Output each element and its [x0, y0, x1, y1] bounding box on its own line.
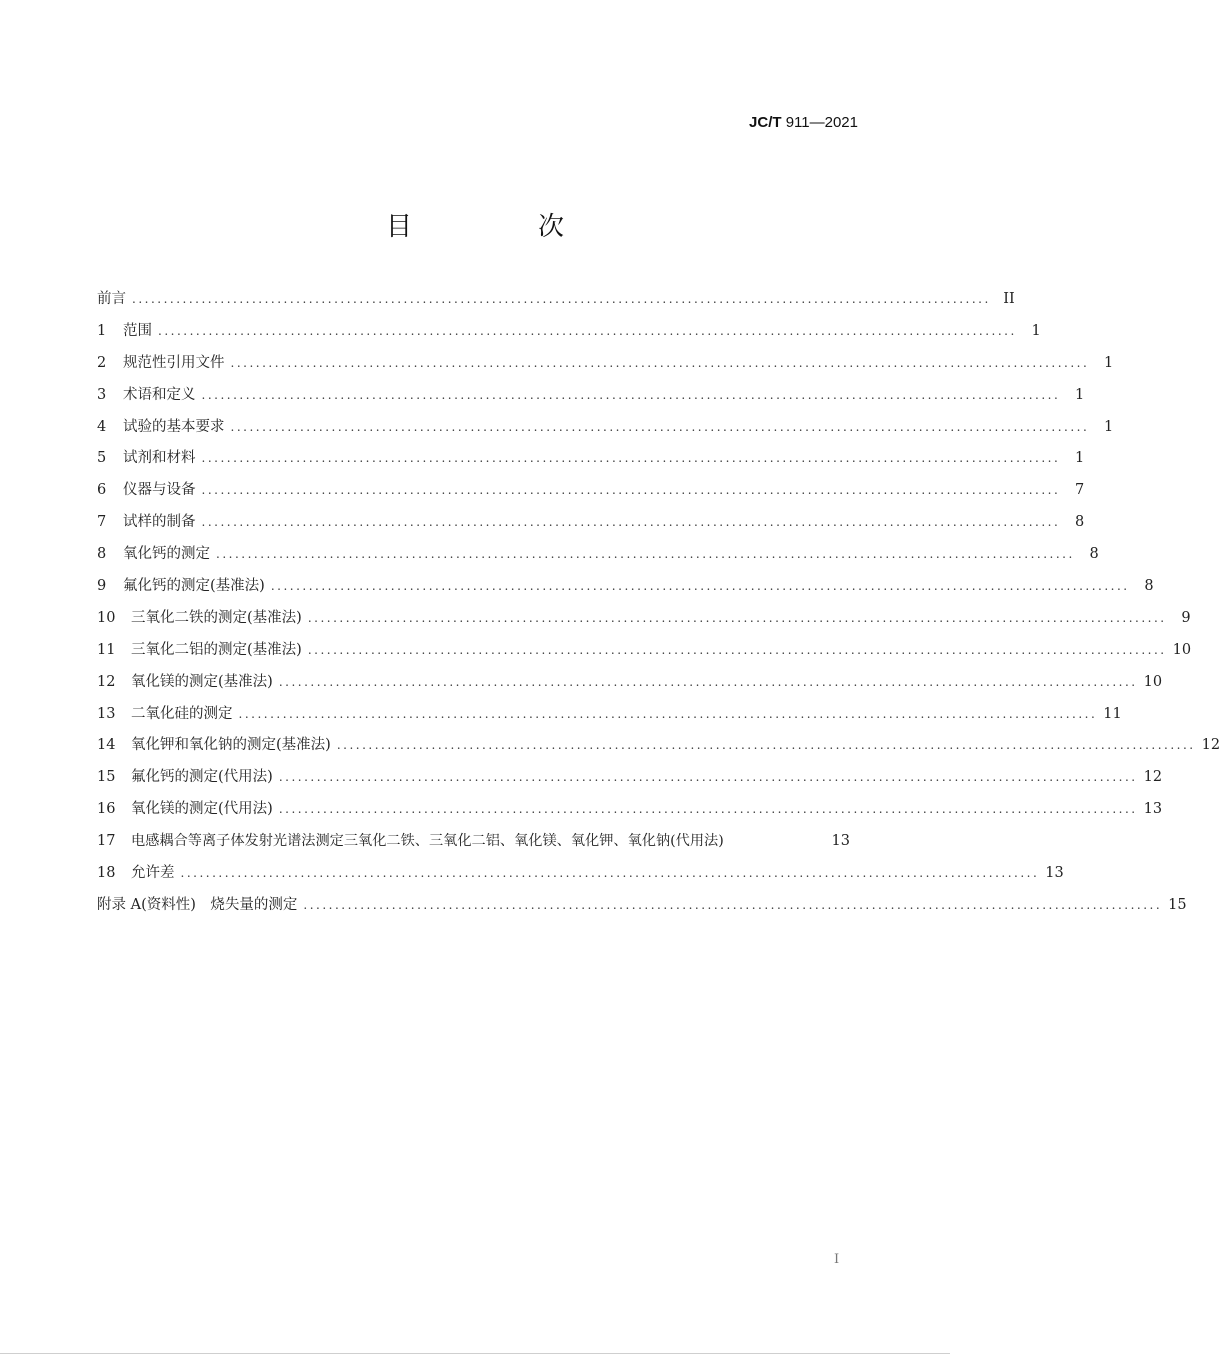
toc-entry[interactable]: [97, 667, 1163, 699]
toc-entry-label: 氟化钙的测定(基准法): [123, 578, 265, 595]
toc-entry-number: 9: [97, 578, 107, 595]
toc-leader: ........................................................................................................................................: [158, 323, 1017, 338]
toc-leader: ........................................................................................................................................: [336, 738, 1196, 753]
toc-leader: ........................................................................................................................................: [307, 642, 1167, 657]
toc-leader: ........................................................................................................................................: [270, 579, 1130, 594]
toc-entry-number: 14: [97, 737, 116, 754]
toc-leader: ........................................................................................................................................: [201, 451, 1061, 466]
toc-entry[interactable]: [97, 699, 1122, 731]
toc-entry-label: 试样的制备: [123, 514, 196, 531]
toc-entry-label: 前言: [97, 291, 126, 307]
toc-entry[interactable]: [97, 603, 1191, 635]
toc-entry[interactable]: [97, 571, 1154, 603]
toc-entry-page: 8: [1075, 514, 1085, 531]
toc-entry-number: 17: [97, 833, 116, 850]
toc-leader: ........................................................................................................................................: [230, 355, 1090, 370]
toc-entry-number: 7: [97, 514, 107, 531]
toc-entry-number: 6: [97, 482, 107, 499]
toc-entry-page: 1: [1104, 418, 1114, 435]
toc-entry[interactable]: [97, 762, 1163, 794]
toc-entry[interactable]: [97, 412, 1114, 444]
toc-entry-label: 氧化钾和氧化钠的测定(基准法): [131, 737, 331, 754]
toc-entry-label: 术语和定义: [123, 386, 196, 403]
toc-leader: ........................................................................................................................................: [238, 706, 1098, 721]
toc-entry[interactable]: [97, 475, 1085, 507]
toc-leader: ........................................................................................................................................: [303, 897, 1163, 912]
toc-leader: ........................................................................................................................................: [180, 866, 1040, 881]
toc-entry-number: 16: [97, 801, 116, 818]
toc-entry[interactable]: [97, 539, 1099, 571]
page-bottom-divider: [0, 1353, 950, 1354]
toc-entry-page: 1: [1104, 354, 1114, 371]
toc-entry-page: 8: [1089, 546, 1099, 563]
table-of-contents: [97, 284, 1220, 922]
toc-entry-label: 氧化钙的测定: [123, 546, 210, 563]
toc-leader: ........................................................................................................................................: [201, 483, 1061, 498]
toc-entry-label: 氟化钙的测定(代用法): [131, 769, 273, 786]
toc-entry-number: 2: [97, 354, 107, 371]
toc-leader: ........................................................................................................................................: [132, 292, 991, 306]
toc-entry-number: 15: [97, 769, 116, 786]
toc-leader: ........................................................................................................................................: [307, 610, 1167, 625]
standard-code: [749, 114, 858, 131]
toc-entry-number: 8: [97, 546, 107, 563]
toc-entry-label: 附录 A(资料性) 烧失量的测定: [97, 896, 298, 913]
toc-entry-label: 氧化镁的测定(代用法): [131, 801, 273, 818]
toc-entry-number: 11: [97, 641, 116, 658]
toc-entry-page: 11: [1103, 705, 1122, 722]
toc-leader: ........................................................................................................................................: [216, 547, 1075, 562]
toc-leader: ........................................................................................................................................: [201, 387, 1061, 402]
toc-entry-page: 13: [831, 833, 850, 850]
toc-entry-page: 10: [1143, 673, 1163, 690]
toc-entry-number: 13: [97, 705, 116, 722]
toc-entry-label: 试剂和材料: [123, 450, 196, 467]
toc-entry-page: 1: [1075, 386, 1085, 403]
toc-entry[interactable]: [97, 380, 1085, 412]
toc-entry-label: 规范性引用文件: [123, 354, 225, 371]
toc-entry-page: 12: [1143, 769, 1163, 786]
toc-entry-number: 12: [97, 673, 116, 690]
toc-entry[interactable]: [97, 348, 1114, 380]
toc-entry-label: 二氧化硅的测定: [131, 705, 233, 722]
toc-entry-label: 氧化镁的测定(基准法): [131, 673, 273, 690]
page-number: I: [834, 1252, 840, 1267]
toc-leader: ........................................................................................................................................: [278, 802, 1138, 817]
toc-entry-page: 1: [1031, 322, 1041, 339]
page-title: 目 次: [385, 212, 614, 242]
toc-entry[interactable]: [97, 730, 1220, 762]
toc-entry-page: 7: [1075, 482, 1085, 499]
toc-entry-page: 8: [1144, 578, 1154, 595]
toc-entry-number: 1: [97, 322, 107, 339]
toc-entry[interactable]: [97, 858, 1064, 890]
toc-entry-page: 13: [1045, 865, 1064, 882]
toc-entry[interactable]: [97, 635, 1192, 667]
toc-entry-label: 三氧化二铁的测定(基准法): [131, 609, 302, 626]
toc-entry-page: 12: [1201, 737, 1220, 754]
toc-entry-label: 三氧化二铝的测定(基准法): [131, 641, 302, 658]
toc-entry[interactable]: [97, 284, 1015, 316]
toc-entry[interactable]: [97, 794, 1163, 826]
toc-entry-label: 电感耦合等离子体发射光谱法测定三氧化二铁、三氧化二铝、氧化镁、氧化钾、氧化钠(代用法): [131, 833, 724, 850]
toc-leader: ........................................................................................................................................: [278, 674, 1138, 689]
toc-entry-label: 允许差: [131, 865, 175, 882]
toc-leader: ........................................................................................................................................: [201, 515, 1061, 530]
standard-number: 911—2021: [785, 114, 858, 131]
toc-entry[interactable]: [97, 826, 850, 858]
toc-entry-page: 10: [1172, 641, 1192, 658]
toc-entry-label: 范围: [123, 322, 152, 339]
toc-leader: ........................................................................................................................................: [278, 770, 1138, 785]
toc-entry-page: II: [1003, 291, 1015, 307]
toc-entry[interactable]: [97, 507, 1085, 539]
toc-entry-number: 3: [97, 386, 107, 403]
standard-prefix: JC/T: [749, 114, 782, 131]
toc-entry[interactable]: [97, 316, 1041, 348]
toc-entry-number: 4: [97, 418, 107, 435]
toc-entry-number: 18: [97, 865, 116, 882]
toc-entry-label: 试验的基本要求: [123, 418, 225, 435]
toc-entry-page: 1: [1075, 450, 1085, 467]
toc-entry-page: 13: [1143, 801, 1163, 818]
toc-entry-number: 10: [97, 609, 116, 626]
toc-entry-number: 5: [97, 450, 107, 467]
toc-entry[interactable]: [97, 443, 1085, 475]
toc-entry-label: 仪器与设备: [123, 482, 196, 499]
toc-entry-page: 9: [1181, 609, 1191, 626]
toc-entry[interactable]: [97, 890, 1187, 922]
toc-entry-page: 15: [1168, 896, 1187, 913]
toc-leader: ........................................................................................................................................: [230, 419, 1090, 434]
